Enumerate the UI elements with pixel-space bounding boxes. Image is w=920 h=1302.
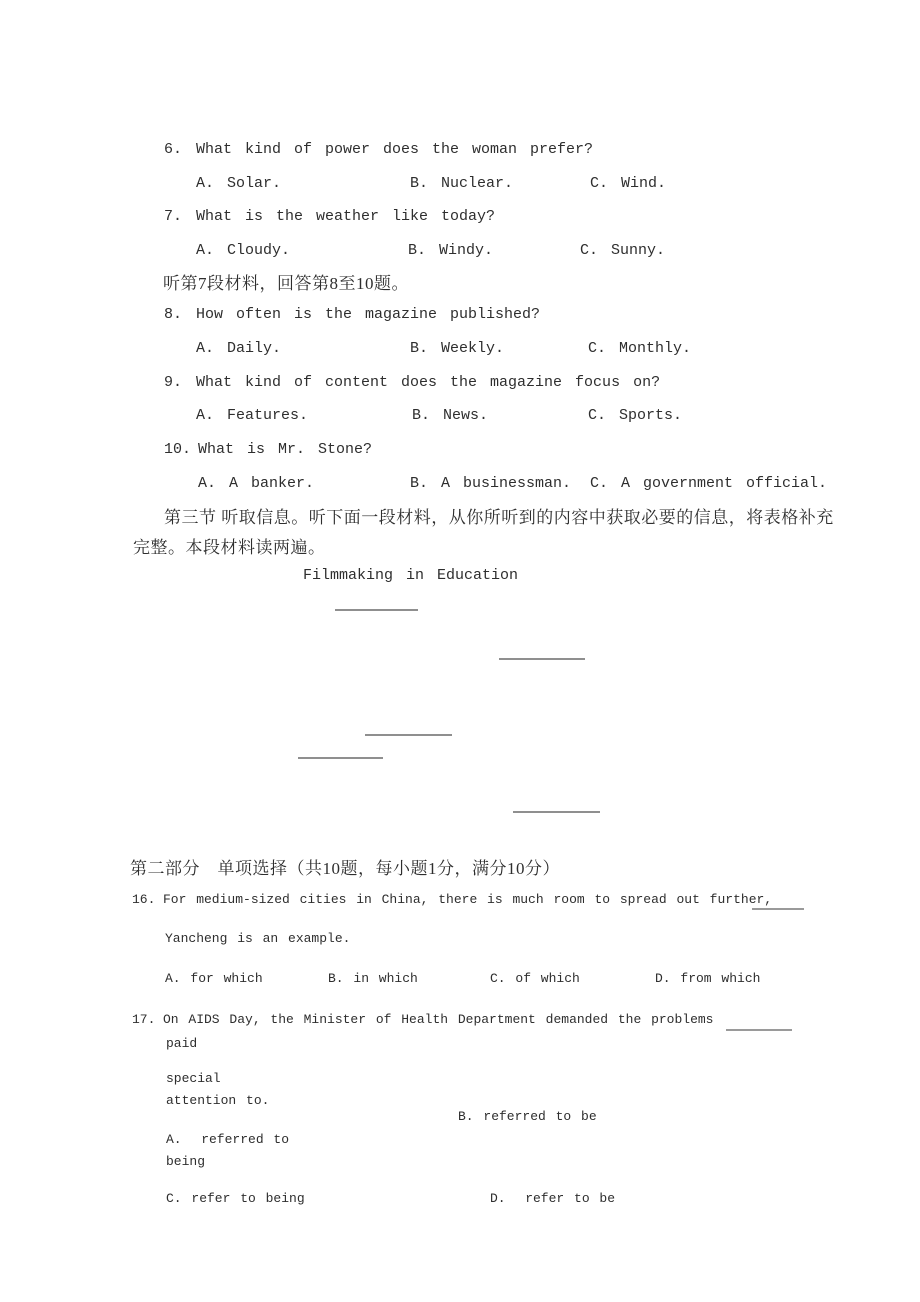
question-17-option-d: D. refer to be — [490, 1191, 616, 1206]
question-7-number: 7. — [164, 208, 183, 225]
section-3-instruction-line-1: 第三节 听取信息。听下面一段材料，从你所听到的内容中获取必要的信息，将表格补充 — [164, 508, 834, 527]
form-blank-line-5 — [513, 811, 600, 813]
question-9-text: What kind of content does the magazine focus on? — [196, 374, 661, 391]
question-9-number: 9. — [164, 374, 183, 391]
question-16-number: 16. — [132, 892, 156, 907]
section-3-instruction-line-2: 完整。本段材料读两遍。 — [133, 538, 326, 557]
question-6-option-c: C. Wind. — [590, 175, 667, 192]
form-blank-line-3 — [365, 734, 452, 736]
question-17-option-b: B. referred to be — [458, 1109, 597, 1124]
question-16-answer-blank — [752, 908, 804, 910]
question-8-text: How often is the magazine published? — [196, 306, 541, 323]
dialog-7-instruction: 听第7段材料，回答第8至10题。 — [163, 274, 409, 293]
question-16-option-d: D. from which — [655, 971, 761, 986]
question-17-option-a-line-2: being — [166, 1154, 206, 1169]
form-blank-line-2 — [499, 658, 585, 660]
question-9-option-b: B. News. — [412, 407, 489, 424]
question-7-text: What is the weather like today? — [196, 208, 496, 225]
question-17-text-fragment-paid: paid — [166, 1036, 198, 1051]
question-9-option-c: C. Sports. — [588, 407, 683, 424]
question-8-option-b: B. Weekly. — [410, 340, 505, 357]
question-10-option-c: C. A government official. — [590, 475, 828, 492]
question-7-option-c: C. Sunny. — [580, 242, 666, 259]
question-7-option-a: A. Cloudy. — [196, 242, 291, 259]
question-16-text-continued: Yancheng is an example. — [165, 931, 351, 946]
form-title: Filmmaking in Education — [303, 567, 519, 584]
question-10-option-b: B. A businessman. — [410, 475, 572, 492]
question-8-number: 8. — [164, 306, 183, 323]
question-17-text-fragment-attention: attention to. — [166, 1093, 270, 1108]
question-17-option-c: C. refer to being — [166, 1191, 305, 1206]
form-blank-line-1 — [335, 609, 418, 611]
question-17-number: 17. — [132, 1012, 156, 1027]
question-7-option-b: B. Windy. — [408, 242, 494, 259]
question-9-option-a: A. Features. — [196, 407, 309, 424]
question-16-option-b: B. in which — [328, 971, 418, 986]
question-17-option-a-line-1: A. referred to — [166, 1132, 290, 1147]
question-16-text: For medium-sized cities in China, there is much room to spread out further, — [163, 892, 773, 907]
question-17-text-fragment-special: special — [166, 1071, 221, 1086]
form-blank-line-4 — [298, 757, 383, 759]
question-6-number: 6. — [164, 141, 183, 158]
part-2-header: 第二部分 单项选择（共10题，每小题1分，满分10分） — [130, 859, 560, 878]
question-8-option-a: A. Daily. — [196, 340, 282, 357]
question-17-text: On AIDS Day, the Minister of Health Department demanded the problems — [163, 1012, 714, 1027]
question-6-option-a: A. Solar. — [196, 175, 282, 192]
question-16-option-a: A. for which — [165, 971, 263, 986]
question-6-text: What kind of power does the woman prefer? — [196, 141, 594, 158]
question-10-number: 10. — [164, 441, 192, 458]
question-17-answer-blank — [726, 1029, 792, 1031]
question-8-option-c: C. Monthly. — [588, 340, 692, 357]
question-6-option-b: B. Nuclear. — [410, 175, 514, 192]
question-10-option-a: A. A banker. — [198, 475, 315, 492]
question-16-option-c: C. of which — [490, 971, 580, 986]
question-10-text: What is Mr. Stone? — [198, 441, 373, 458]
